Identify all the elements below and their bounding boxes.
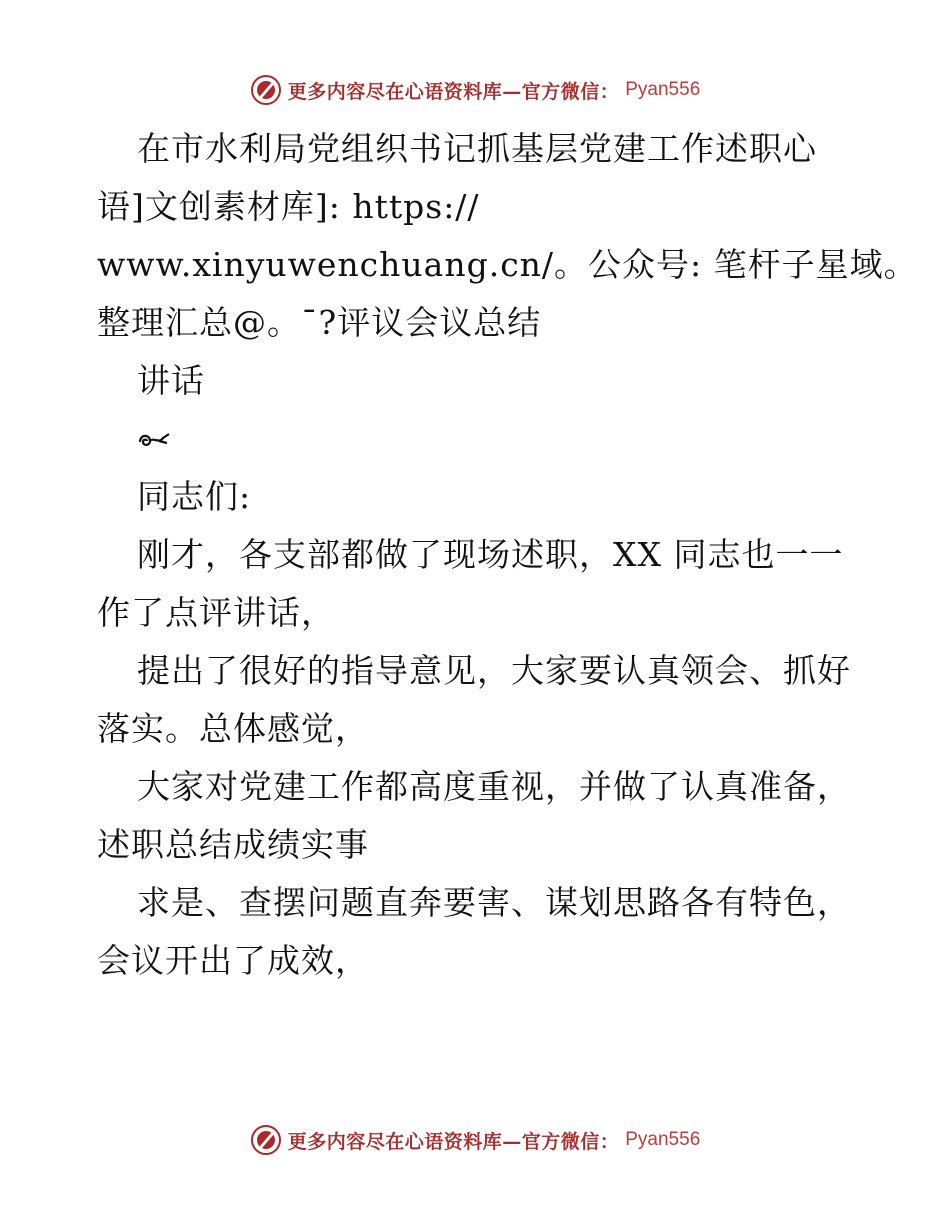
header-banner-text: 更多内容尽在心语资料库—官方微信： bbox=[287, 80, 620, 103]
document-body bbox=[97, 120, 918, 990]
paragraph-2-line-2: 落实。总体感觉， bbox=[97, 709, 369, 748]
title-line-4: 整理汇总@。¯?评议会议总结 bbox=[97, 303, 542, 342]
header-banner-content bbox=[250, 74, 701, 106]
paragraph-3-line-1: 大家对党建工作都高度重视，并做了认真准备， bbox=[137, 767, 851, 806]
footer-banner-text: 更多内容尽在心语资料库—官方微信： bbox=[287, 1130, 620, 1153]
paragraph-4-line-2: 会议开出了成效， bbox=[97, 941, 369, 980]
salutation: 同志们: bbox=[137, 477, 252, 516]
ornament-row bbox=[97, 410, 867, 468]
title-line-5: 讲话 bbox=[137, 361, 205, 400]
quill-seal-icon bbox=[250, 74, 282, 106]
title-line-2: 语]文创素材库]: https:// bbox=[97, 187, 480, 226]
paragraph-2-line-1: 提出了很好的指导意见，大家要认真领会、抓好 bbox=[137, 651, 851, 690]
quill-seal-icon bbox=[250, 1124, 282, 1156]
title-line-1: 在市水利局党组织书记抓基层党建工作述职心 bbox=[137, 129, 817, 168]
header-wechat-id: Pyan556 bbox=[625, 79, 701, 100]
paragraph-4-line-1: 求是、查摆问题直奔要害、谋划思路各有特色， bbox=[137, 883, 851, 922]
footer-wechat-id: Pyan556 bbox=[625, 1129, 701, 1150]
footer-banner bbox=[0, 1120, 950, 1160]
header-banner bbox=[0, 70, 950, 110]
footer-banner-content bbox=[250, 1124, 701, 1156]
paragraph-3-line-2: 述职总结成绩实事 bbox=[97, 825, 369, 864]
paragraph-1-line-2: 作了点评讲话， bbox=[97, 593, 335, 632]
flourish-ornament-icon bbox=[137, 428, 171, 450]
title-line-3: www.xinyuwenchuang.cn/。公众号: 笔杆子星域。 bbox=[97, 245, 918, 284]
paragraph-1-line-1: 刚才，各支部都做了现场述职，XX 同志也一一 bbox=[137, 535, 844, 574]
